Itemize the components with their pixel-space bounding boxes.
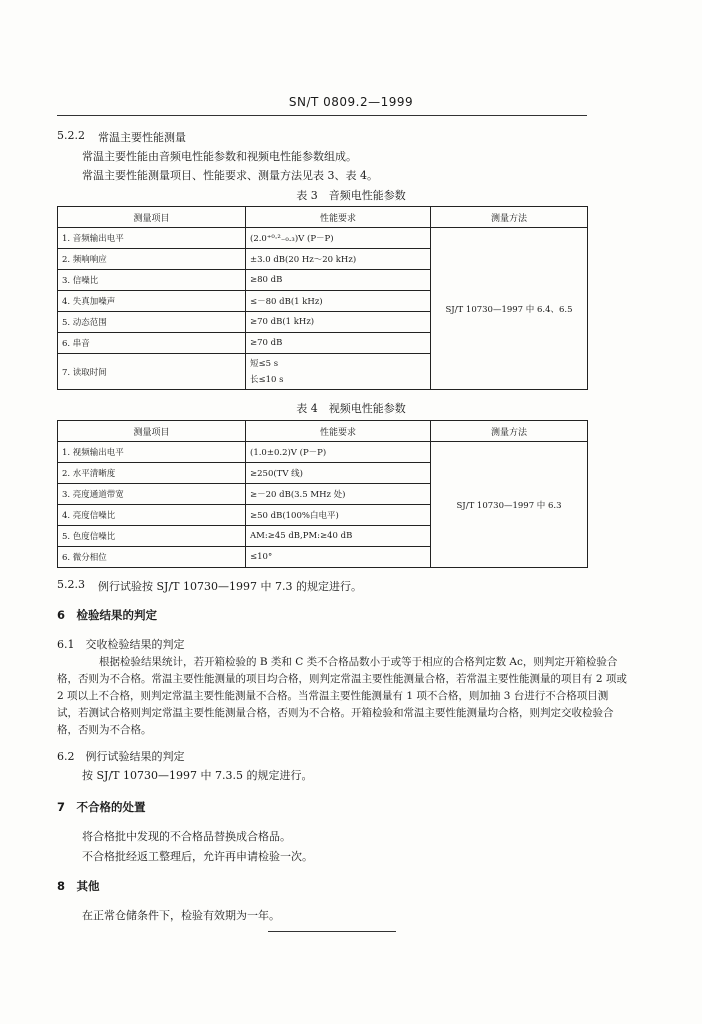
section-6-title: 6 检验结果的判定: [57, 608, 158, 622]
section-7-line1: 将合格批中发现的不合格品替换成合格品。: [82, 830, 291, 843]
section-5-2-2-line1: 常温主要性能由音频电性能参数和视频电性能参数组成。: [82, 150, 357, 163]
section-5-2-2-line2: 常温主要性能测量项目、性能要求、测量方法见表 3、表 4。: [82, 169, 378, 182]
section-6-2-body: 按 SJ/T 10730—1997 中 7.3.5 的规定进行。: [82, 769, 313, 782]
section-7-title: 7 不合格的处置: [57, 800, 146, 814]
table4-req: (1.0±0.2)V (P－P): [246, 442, 431, 463]
table3-header-method: 测量方法: [431, 207, 588, 228]
section-6-1-body: 根据检验结果统计，若开箱检验的 B 类和 C 类不合格品数小于或等于相应的合格判定数 Ac，则判定开箱检验合格，否则为不合格。常温主要性能测量的项目均合格，则判定常温主要性能测量合格，若常温主要性能测量的项目有 2 项或 2 项以上不合格，则判定常温主要性能测量不合格。当常温主要性能测量有 1 项不合格，则加抽 3 台进行不合格项目测试，若测试合格则判定常温主要性能测量合格，否则为不合格。开箱检验和常温主要性能测量均合格，则判定交收检验合格，否则为不合格。: [57, 656, 627, 736]
table4-header-method: 测量方法: [431, 421, 588, 442]
table3-req-pair: [246, 354, 431, 390]
section-6-1-title: 6.1 交收检验结果的判定: [57, 638, 185, 651]
table3-item: 6. 串音: [58, 333, 246, 354]
table3-item: 1. 音频输出电平: [58, 228, 246, 249]
table4-item: 4. 亮度信噪比: [58, 505, 246, 526]
table4-req: ≤10°: [246, 547, 431, 568]
table3-header-req: 性能要求: [246, 207, 431, 228]
section-5-2-2-title: 常温主要性能测量: [98, 131, 186, 144]
table4-item: 6. 微分相位: [58, 547, 246, 568]
header-rule: [57, 115, 587, 116]
table4-header-req: 性能要求: [246, 421, 431, 442]
table3-item: 2. 频响响应: [58, 249, 246, 270]
table3-method: SJ/T 10730—1997 中 6.4、6.5: [431, 228, 588, 390]
table4-method: SJ/T 10730—1997 中 6.3: [431, 442, 588, 568]
section-6-2-title: 6.2 例行试验结果的判定: [57, 750, 185, 763]
table3-header-row: [58, 207, 588, 228]
table4: [57, 420, 588, 568]
table3-item: 3. 信噪比: [58, 270, 246, 291]
table3: [57, 206, 588, 390]
section-7-line2: 不合格批经返工整理后，允许再申请检验一次。: [82, 850, 313, 863]
table4-caption: 表 4 视频电性能参数: [296, 402, 406, 415]
table3-item: 4. 失真加噪声: [58, 291, 246, 312]
table3-req: ±3.0 dB(20 Hz～20 kHz): [246, 249, 431, 270]
table3-req: ≥70 dB(1 kHz): [246, 312, 431, 333]
table4-req: ≥－20 dB(3.5 MHz 处): [246, 484, 431, 505]
table3-header-item: 测量项目: [58, 207, 246, 228]
table4-item: 1. 视频输出电平: [58, 442, 246, 463]
table4-item: 5. 色度信噪比: [58, 526, 246, 547]
table3-req: ≥70 dB: [246, 333, 431, 354]
table4-item: 3. 亮度通道带宽: [58, 484, 246, 505]
table4-req: ≥50 dB(100%白电平): [246, 505, 431, 526]
table4-header-row: [58, 421, 588, 442]
section-8-title: 8 其他: [57, 879, 100, 893]
table3-req: ≥80 dB: [246, 270, 431, 291]
table4-header-item: 测量项目: [58, 421, 246, 442]
table4-item: 2. 水平清晰度: [58, 463, 246, 484]
table-row: [58, 228, 588, 249]
end-rule: [268, 931, 396, 932]
table3-item: 7. 读取时间: [58, 354, 246, 390]
section-5-2-2-number: 5.2.2: [57, 129, 85, 142]
table3-item: 5. 动态范围: [58, 312, 246, 333]
table3-req: (2.0⁺⁰·²₋₀.₃)V (P－P): [246, 228, 431, 249]
table-row: [58, 442, 588, 463]
table3-req-long: 长≤10 s: [250, 374, 284, 385]
section-5-2-3-number: 5.2.3: [57, 578, 85, 591]
section-8-line1: 在正常仓储条件下，检验有效期为一年。: [82, 909, 280, 922]
section-5-2-3-text: 例行试验按 SJ/T 10730—1997 中 7.3 的规定进行。: [98, 580, 362, 593]
table4-req: AM:≥45 dB,PM:≥40 dB: [246, 526, 431, 547]
table3-req: ≤－80 dB(1 kHz): [246, 291, 431, 312]
table4-req: ≥250(TV 线): [246, 463, 431, 484]
table3-caption: 表 3 音频电性能参数: [296, 189, 406, 202]
document-header: SN/T 0809.2—1999: [288, 95, 414, 109]
table3-req-short: 短≤5 s: [250, 358, 279, 369]
